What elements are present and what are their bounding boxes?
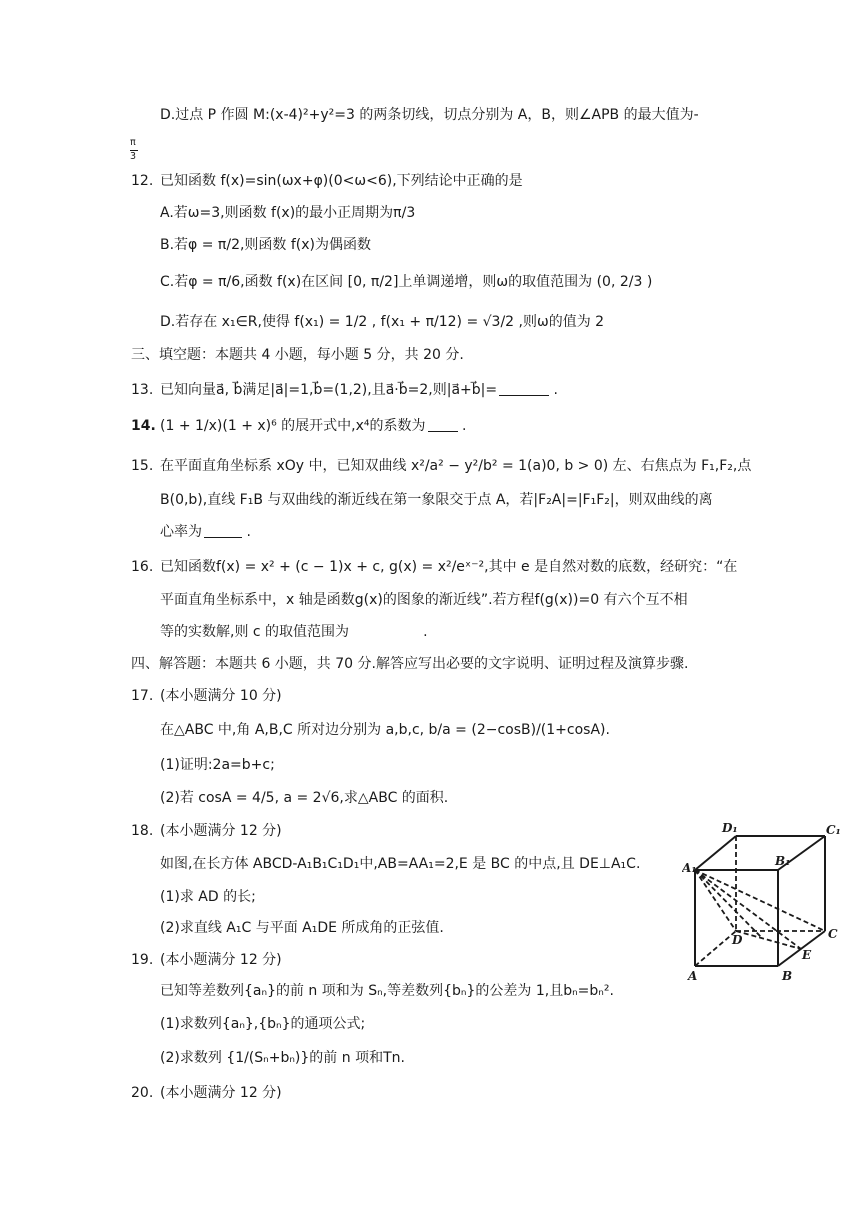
section-three-heading: 三、填空题：本题共 4 小题，每小题 5 分，共 20 分. — [131, 347, 464, 363]
label-a: A — [688, 969, 698, 983]
q15-blank — [204, 523, 242, 538]
q13-blank — [499, 381, 549, 396]
q12-option-c: C.若φ = π/6,函数 f(x)在区间 [0, π/2]上单调递增，则ω的取值范围为 (0, 2/3 ) — [160, 274, 653, 290]
label-c1: C₁ — [826, 823, 841, 837]
q14-blank — [428, 417, 458, 432]
segment-d-e — [736, 931, 801, 949]
label-b1: B₁ — [775, 854, 791, 868]
q19-stem: 已知等差数列{aₙ}的前 n 项和为 Sₙ,等差数列{bₙ}的公差为 1,且bₙ=bₙ². — [160, 983, 614, 999]
q13-text: 已知向量a⃗, b⃗满足|a⃗|=1,b⃗=(1,2),且a⃗·b⃗=2,则|a⃗+b⃗|= — [160, 382, 498, 398]
q15-number: 15. — [131, 458, 154, 474]
q18-score: (本小题满分 12 分) — [160, 823, 282, 839]
q17-number: 17. — [131, 688, 154, 704]
segment-a1-e — [695, 870, 801, 949]
q18-stem: 如图,在长方体 ABCD-A₁B₁C₁D₁中,AB=AA₁=2,E 是 BC 的中点,且 DE⊥A₁C. — [160, 856, 641, 872]
q16-line1: 已知函数f(x) = x² + (c − 1)x + c, g(x) = x²/eˣ⁻²,其中 e 是自然对数的底数，经研究：“在 — [160, 559, 738, 575]
hidden-edge-a-d — [695, 931, 736, 966]
q14-number: 14. — [131, 418, 156, 434]
q12-option-b: B.若φ = π/2,则函数 f(x)为偶函数 — [160, 237, 372, 253]
q15-text: 心率为 — [160, 524, 202, 540]
q13-stem: 已知向量a⃗, b⃗满足|a⃗|=1,b⃗=(1,2),且a⃗·b⃗=2,则|a⃗+b⃗|= . — [160, 382, 558, 398]
q19-number: 19. — [131, 952, 154, 968]
q11-three: 3 — [130, 151, 137, 162]
q17-part1: (1)证明:2a=b+c; — [160, 757, 275, 773]
q11-pi: π — [130, 137, 136, 148]
segment-a1-d — [695, 870, 736, 931]
q12-option-a: A.若ω=3,则函数 f(x)的最小正周期为π/3 — [160, 205, 416, 221]
q20-number: 20. — [131, 1085, 154, 1101]
q19-score: (本小题满分 12 分) — [160, 952, 282, 968]
q15-line2: B(0,b),直线 F₁B 与双曲线的渐近线在第一象限交于点 A，若|F₂A|=|F₁F₂|，则双曲线的离 — [160, 492, 713, 508]
segment-a1-midpoint — [695, 870, 762, 938]
q19-part1: (1)求数列{aₙ},{bₙ}的通项公式; — [160, 1016, 366, 1032]
q16-text: 等的实数解,则 c 的取值范围为 — [160, 624, 350, 640]
q16-number: 16. — [131, 559, 154, 575]
label-c: C — [828, 927, 838, 941]
edge-a1-d1 — [695, 836, 736, 870]
q17-stem: 在△ABC 中,角 A,B,C 所对边分别为 a,b,c, b/a = (2−cosB)/(1+cosA). — [160, 722, 610, 738]
label-b: B — [782, 969, 793, 983]
q16-line2: 平面直角坐标系中，x 轴是函数g(x)的图象的渐近线”.若方程f(g(x))=0 有六个互不相 — [160, 592, 688, 608]
q20-score: (本小题满分 12 分) — [160, 1085, 282, 1101]
label-d: D — [732, 933, 743, 947]
q13-number: 13. — [131, 382, 154, 398]
q15-line3: 心率为 . — [160, 524, 251, 540]
label-a1: A₁ — [682, 861, 697, 875]
q15-line1: 在平面直角坐标系 xOy 中，已知双曲线 x²/a² − y²/b² = 1(a)0, b > 0) 左、右焦点为 F₁,F₂,点 — [160, 458, 752, 474]
section-four-heading: 四、解答题：本题共 6 小题，共 70 分.解答应写出必要的文字说明、证明过程及演算步骤. — [131, 656, 689, 672]
q18-number: 18. — [131, 823, 154, 839]
cuboid-figure — [682, 818, 842, 988]
q18-part1: (1)求 AD 的长; — [160, 889, 256, 905]
label-e: E — [802, 948, 812, 962]
q17-part2: (2)若 cosA = 4/5, a = 2√6,求△ABC 的面积. — [160, 790, 449, 806]
q12-number: 12. — [131, 173, 154, 189]
q11-option-d: D.过点 P 作圆 M:(x-4)²+y²=3 的两条切线，切点分别为 A，B，则∠APB 的最大值为- — [160, 107, 699, 123]
q12-option-d: D.若存在 x₁∈R,使得 f(x₁) = 1/2 , f(x₁ + π/12) = √3/2 ,则ω的值为 2 — [160, 314, 605, 330]
q17-score: (本小题满分 10 分) — [160, 688, 282, 704]
q14-text: (1 + 1/x)(1 + x)⁶ 的展开式中,x⁴的系数为 — [160, 418, 426, 434]
q14-stem: (1 + 1/x)(1 + x)⁶ 的展开式中,x⁴的系数为 . — [160, 418, 467, 434]
q18-part2: (2)求直线 A₁C 与平面 A₁DE 所成角的正弦值. — [160, 920, 444, 936]
q12-stem: 已知函数 f(x)=sin(ωx+φ)(0<ω<6),下列结论中正确的是 — [160, 173, 523, 189]
label-d1: D₁ — [722, 821, 738, 835]
q19-part2: (2)求数列 {1/(Sₙ+bₙ)}的前 n 项和Tn. — [160, 1050, 405, 1066]
q16-line3: 等的实数解,则 c 的取值范围为 . — [160, 624, 428, 640]
